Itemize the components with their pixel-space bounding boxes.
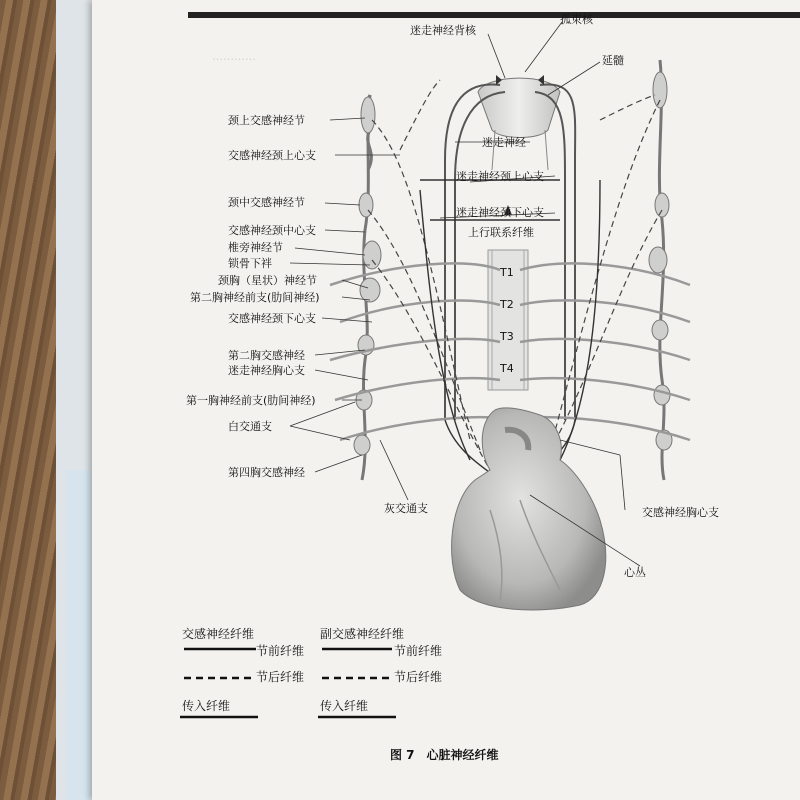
bleed-through-text: ………… xyxy=(212,50,256,63)
legend-parasympathetic-postganglionic: 节后纤维 xyxy=(394,670,443,684)
label-sympathetic-inferior-cardiac-branch: 交感神经颈下心支 xyxy=(228,312,316,325)
label-vagal-dorsal-nucleus: 迷走神经背核 xyxy=(410,24,476,37)
legend-sympathetic-preganglionic: 节前纤维 xyxy=(256,644,305,658)
label-first-intercostal: 第一胸神经前支(肋间神经) xyxy=(186,394,316,407)
label-white-ramus: 白交通支 xyxy=(228,420,272,433)
label-paravertebral-ganglion: 椎旁神经节 xyxy=(228,241,283,254)
figure-title: 心脏神经纤维 xyxy=(426,748,499,762)
label-medulla: 延髓 xyxy=(602,54,624,67)
label-vagal-superior-cardiac-branch: 迷走神经颈上心支 xyxy=(456,170,544,183)
figure-number: 图 7 xyxy=(390,748,415,762)
figure-caption xyxy=(390,746,511,763)
label-vagal-inferior-cardiac-branch: 迷走神经颈下心支 xyxy=(456,206,544,219)
label-sympathetic-middle-cardiac-branch: 交感神经颈中心支 xyxy=(228,224,316,237)
legend-parasympathetic-preganglionic: 节前纤维 xyxy=(394,644,443,658)
legend-parasympathetic-afferent: 传入纤维 xyxy=(320,699,369,713)
legend-sympathetic-postganglionic: 节后纤维 xyxy=(256,670,305,684)
label-vertebra-t1: T1 xyxy=(500,266,514,279)
label-second-intercostal: 第二胸神经前支(肋间神经) xyxy=(190,291,320,304)
label-middle-cervical-ganglion: 颈中交感神经节 xyxy=(228,196,305,209)
label-solitary-nucleus: 孤束核 xyxy=(560,13,593,26)
label-vertebra-t2: T2 xyxy=(500,298,514,311)
label-cardiac-plexus: 心丛 xyxy=(624,566,646,579)
legend-sympathetic-title: 交感神经纤维 xyxy=(182,627,255,641)
legend-parasympathetic-title: 副交感神经纤维 xyxy=(320,627,405,641)
label-vertebra-t3: T3 xyxy=(500,330,514,343)
label-stellate-ganglion: 颈胸（星状）神经节 xyxy=(218,274,317,287)
label-subclavian-loop: 锁骨下袢 xyxy=(228,257,272,270)
label-sympathetic-superior-cardiac-branch: 交感神经颈上心支 xyxy=(228,149,316,162)
label-vagus-nerve: 迷走神经 xyxy=(482,136,526,149)
legend-sympathetic-afferent: 传入纤维 xyxy=(182,699,231,713)
medulla-shape xyxy=(478,78,560,170)
label-ascending-fibers: 上行联系纤维 xyxy=(468,226,534,239)
label-second-thoracic-sympathetic: 第二胸交感神经 xyxy=(228,349,305,362)
label-superior-cervical-ganglion: 颈上交感神经节 xyxy=(228,114,305,127)
label-sympathetic-thoracic-cardiac-branch: 交感神经胸心支 xyxy=(642,506,719,519)
label-vertebra-t4: T4 xyxy=(500,362,514,375)
label-fourth-thoracic-sympathetic: 第四胸交感神经 xyxy=(228,466,305,479)
leader-lines xyxy=(290,22,640,566)
label-vagal-thoracic-cardiac-branch: 迷走神经胸心支 xyxy=(228,364,305,377)
label-gray-ramus: 灰交通支 xyxy=(384,502,428,515)
